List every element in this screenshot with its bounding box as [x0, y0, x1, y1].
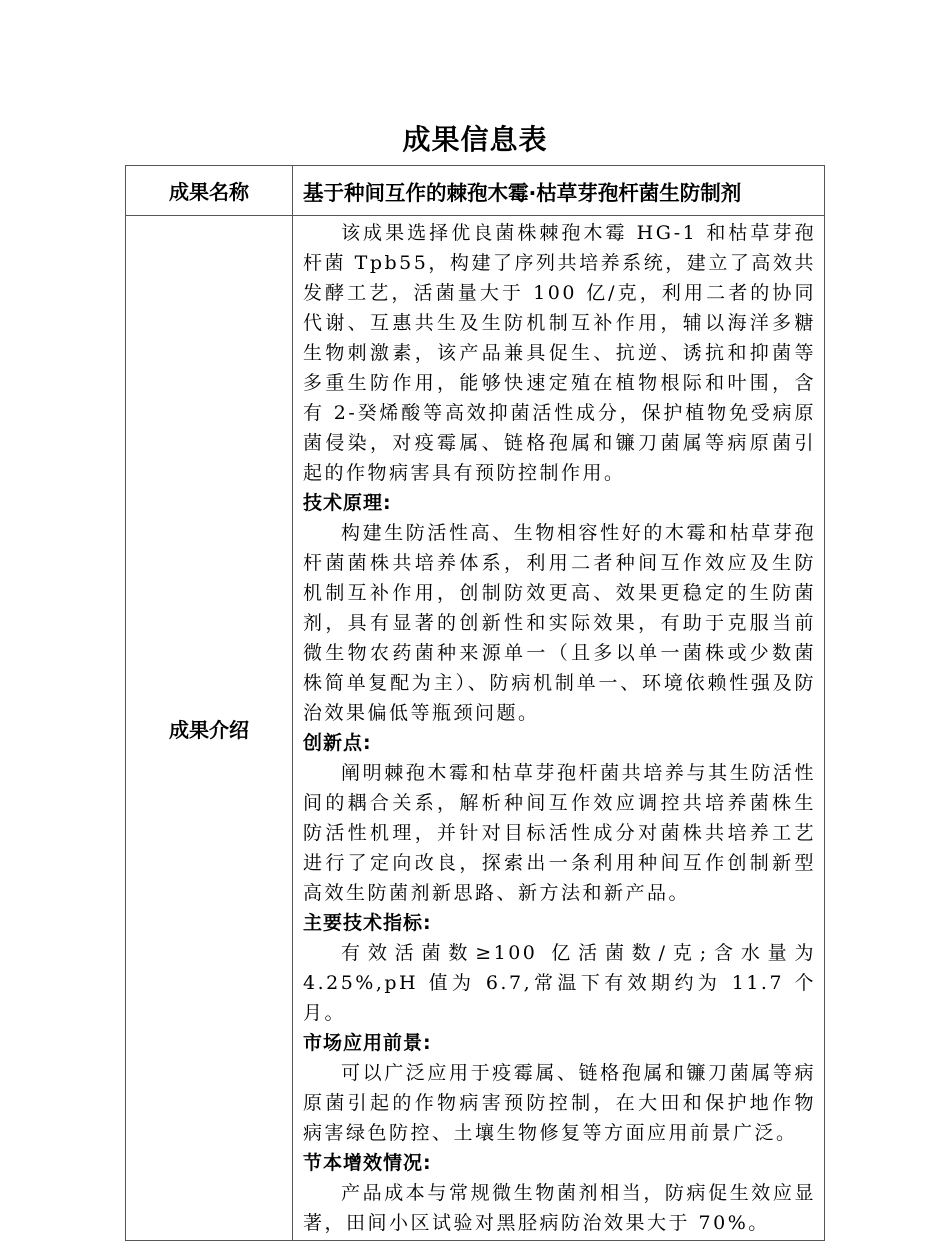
page-title: 成果信息表 [402, 123, 548, 156]
achievement-name-value: 基于种间互作的棘孢木霉·枯草芽孢杆菌生防制剂 [293, 166, 825, 216]
cost-benefit-paragraph: 产品成本与常规微生物菌剂相当，防病促生效应显著，田间小区试验对黑胫病防治效果大于 70%。 [303, 1182, 816, 1234]
achievement-intro-content [293, 216, 825, 1241]
achievement-name-row [126, 166, 825, 216]
market-prospect-heading: 市场应用前景: [303, 1032, 432, 1054]
key-indicators-paragraph: 有效活菌数≥100 亿活菌数/克;含水量为 4.25%,pH 值为 6.7,常温下有效期约为 11.7 个月。 [303, 942, 816, 1024]
technical-principle-paragraph: 构建生防活性高、生物相容性好的木霉和枯草芽孢杆菌菌株共培养体系，利用二者种间互作效应及生防机制互补作用，创制防效更高、效果更稳定的生防菌剂，具有显著的创新性和实际效果，有助于克服当前微生物农药菌种来源单一（且多以单一菌株或少数菌株简单复配为主）、防病机制单一、环境依赖性强及防治效果偏低等瓶颈问题。 [303, 522, 816, 724]
achievement-intro-label: 成果介绍 [126, 216, 293, 1241]
achievement-name-label: 成果名称 [126, 166, 293, 216]
key-indicators-heading: 主要技术指标: [303, 912, 432, 934]
intro-summary-paragraph: 该成果选择优良菌株棘孢木霉 HG-1 和枯草芽孢杆菌 Tpb55，构建了序列共培养系统，建立了高效共发酵工艺，活菌量大于 100 亿/克，利用二者的协同代谢、互惠共生及生防机制互补作用，辅以海洋多糖生物刺激素，该产品兼具促生、抗逆、诱抗和抑菌等多重生防作用，能够快速定殖在植物根际和叶围，含有 2-癸烯酸等高效抑菌活性成分，保护植物免受病原菌侵染，对疫霉属、链格孢属和镰刀菌属等病原菌引起的作物病害具有预防控制作用。 [303, 222, 816, 484]
achievement-info-table [125, 165, 825, 1241]
cost-benefit-heading: 节本增效情况: [303, 1152, 432, 1174]
innovation-paragraph: 阐明棘孢木霉和枯草芽孢杆菌共培养与其生防活性间的耦合关系，解析种间互作效应调控共培养菌株生防活性机理，并针对目标活性成分对菌株共培养工艺进行了定向改良，探索出一条利用种间互作创制新型高效生防菌剂新思路、新方法和新产品。 [303, 762, 816, 904]
innovation-heading: 创新点: [303, 732, 372, 754]
market-prospect-paragraph: 可以广泛应用于疫霉属、链格孢属和镰刀菌属等病原菌引起的作物病害预防控制，在大田和保护地作物病害绿色防控、土壤生物修复等方面应用前景广泛。 [303, 1062, 816, 1144]
achievement-intro-row [126, 216, 825, 1241]
technical-principle-heading: 技术原理: [303, 492, 392, 514]
